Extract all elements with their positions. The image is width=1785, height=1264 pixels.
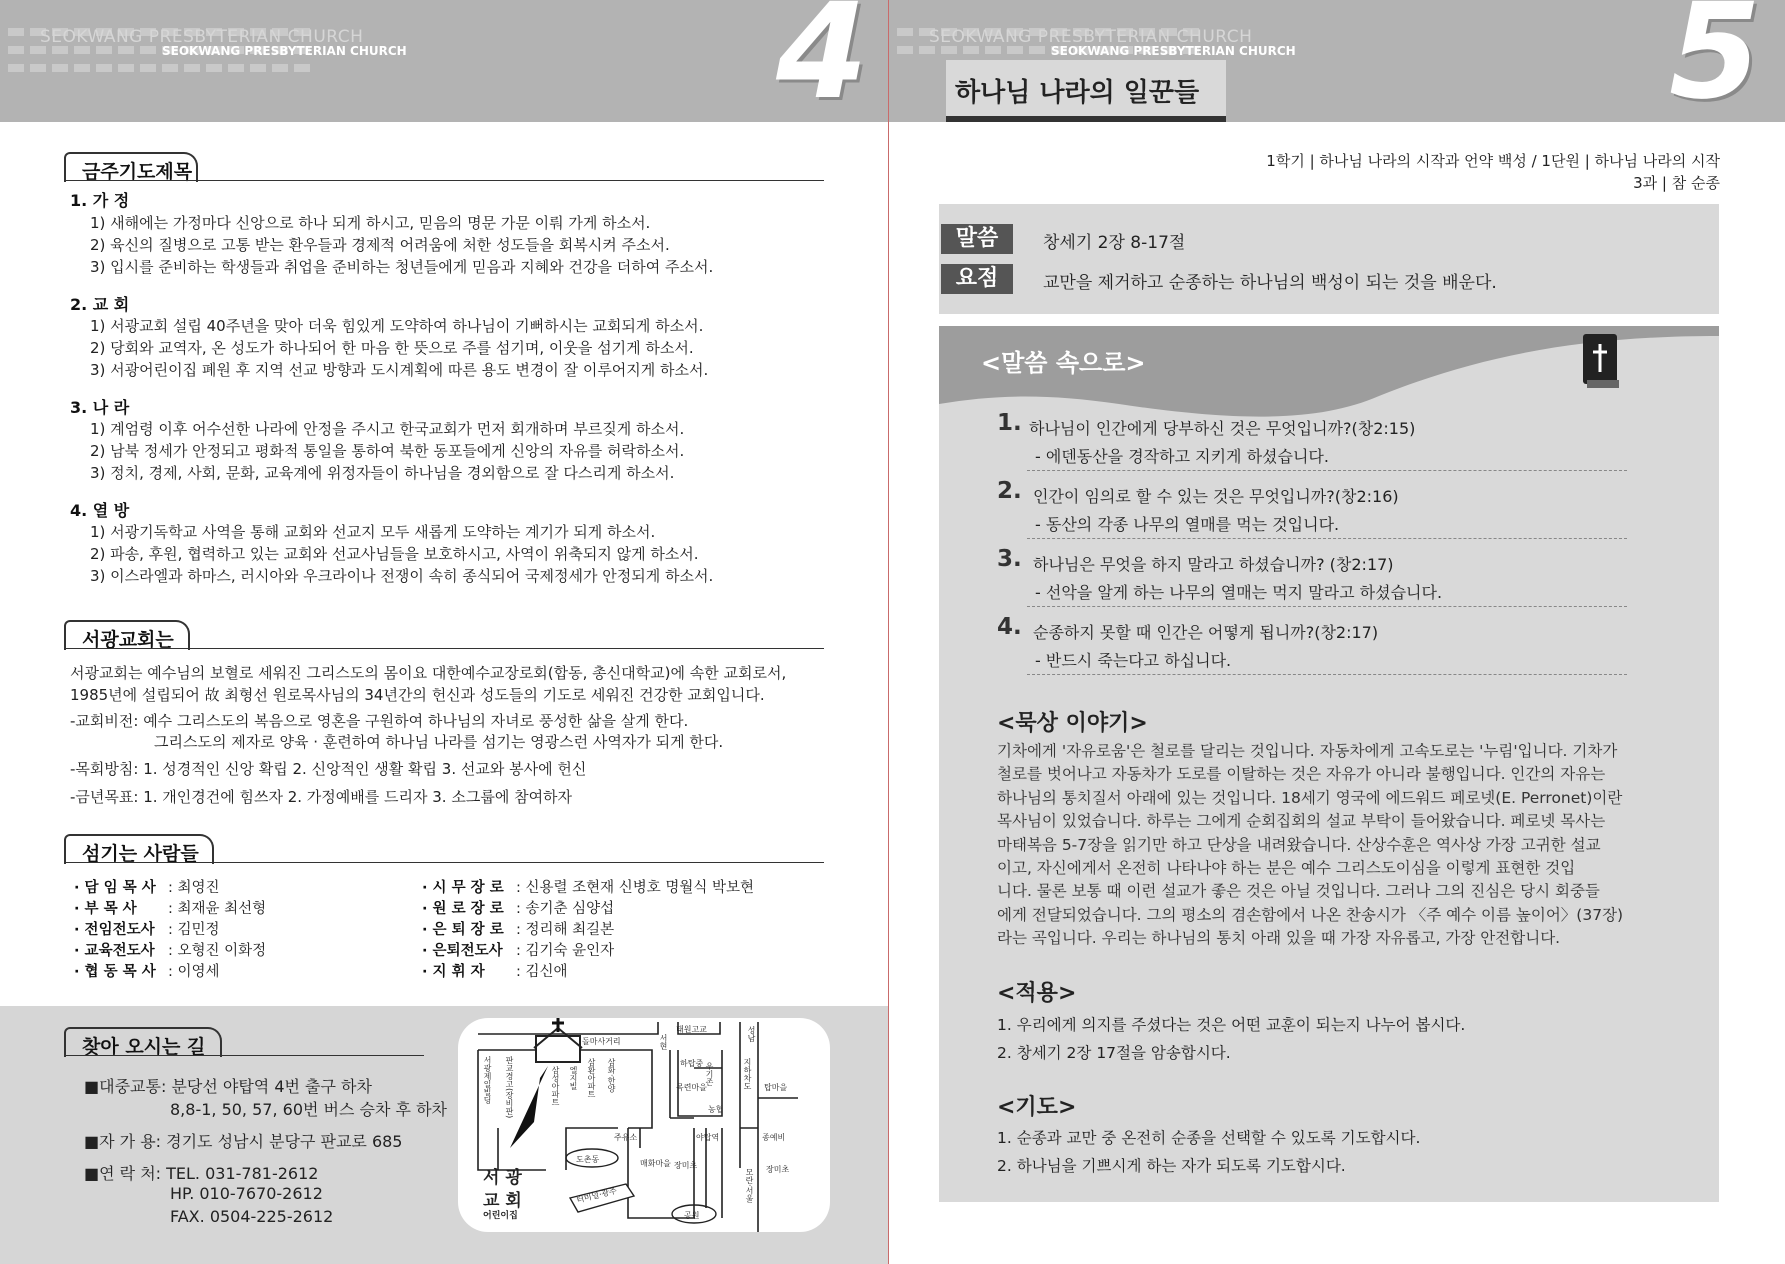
question-text: 하나님이 인간에게 당부하신 것은 무엇입니까?(창2:15) bbox=[1029, 419, 1416, 438]
apply-title: <적용> bbox=[997, 981, 1077, 1006]
meditation-line: 마태복음 5-7장을 읽기만 하고 단상을 내려왔습니다. 산상수훈은 역사상 가장 고귀한 설교 bbox=[997, 835, 1601, 854]
contact-info: ■연 락 처: TEL. 031-781-2612 bbox=[84, 1164, 319, 1183]
staff-role: · 전임전도사 bbox=[74, 922, 155, 938]
transit-info: 8,8-1, 50, 57, 60번 버스 승차 후 하차 bbox=[170, 1100, 447, 1119]
staff-role: · 담 임 목 사 bbox=[74, 880, 156, 896]
prayer-item: 3) 정치, 경제, 사회, 문화, 교육계에 위정자들이 하나님을 경외함으로 잘 다스리게 하소서. bbox=[90, 464, 675, 482]
prayer-item: 3) 서광어린이집 폐원 후 지역 선교 방향과 도시계획에 따른 용도 변경이 잘 이루어지게 하소서. bbox=[90, 361, 709, 379]
divider bbox=[1027, 674, 1627, 675]
church-name: SEOKWANG PRESBYTERIAN CHURCH bbox=[1051, 44, 1296, 58]
prayer-item: 1) 서광교회 설립 40주년을 맞아 더욱 힘있게 도약하여 하나님이 기뻐하시는 교회되게 하소서. bbox=[90, 317, 704, 335]
section-rule bbox=[64, 862, 824, 863]
church-name-ghost: SEOKWANG PRESBYTERIAN CHURCH bbox=[40, 27, 364, 47]
point-label: 요점 bbox=[941, 264, 1013, 294]
decorative-dots bbox=[8, 64, 310, 74]
meditation-line: 니다. 물론 보통 때 이런 설교가 좋은 것은 아닐 것입니다. 그러나 그의 진심은 당시 회중들 bbox=[997, 882, 1600, 901]
prayer-item: 1) 새해에는 가정마다 신앙으로 하나 되게 하시고, 믿음의 명문 가문 이뤄 가게 하소서. bbox=[90, 214, 651, 232]
scripture-ref: 창세기 2장 8-17절 bbox=[1043, 233, 1186, 253]
meditation-line: 라는 곡입니다. 우리는 하나님의 통치 아래 있을 때 가장 자유롭고, 가장 안전합니다. bbox=[997, 929, 1561, 948]
directions-title: 찾아 오시는 길 bbox=[82, 1036, 206, 1058]
prayer-item: 1) 계엄령 이후 어수선한 나라에 안정을 주시고 한국교회가 먼저 회개하며 부르짖게 하소서. bbox=[90, 420, 685, 438]
prayer-item: 1) 서광기독학교 사역을 통해 교회와 선교지 모두 새롭게 도약하는 계기가 되게 하소서. bbox=[90, 523, 656, 541]
about-title: 서광교회는 bbox=[82, 629, 174, 651]
prayer-title: <기도> bbox=[997, 1095, 1077, 1120]
staff-names: : 정리해 최길본 bbox=[516, 922, 615, 938]
map-label: 장미초 bbox=[674, 1161, 698, 1170]
staff-role: · 교육전도사 bbox=[74, 943, 155, 959]
map-label: 돌마사거리 bbox=[582, 1037, 621, 1046]
map-label: 공원 bbox=[684, 1211, 700, 1220]
answer-text: - 동산의 각종 나무의 열매를 먹는 것입니다. bbox=[1035, 515, 1340, 534]
page-number: 4 bbox=[776, 0, 868, 129]
map-label: 종예비 bbox=[762, 1133, 786, 1142]
map-label: 터미널·광주 bbox=[575, 1186, 618, 1205]
prayer-title: 금주기도제목 bbox=[82, 161, 193, 183]
staff-role: · 협 동 목 사 bbox=[74, 964, 156, 980]
map-label: 지하차도 bbox=[743, 1058, 752, 1090]
course-line: 1학기 | 하나님 나라의 시작과 언약 백성 / 1단원 | 하나님 나라의 시작 bbox=[1266, 152, 1720, 170]
map-label: 태원고교 bbox=[676, 1025, 707, 1034]
prayer-item: 1. 순종과 교만 중 온전히 순종을 선택할 수 있도록 기도합시다. bbox=[997, 1129, 1421, 1147]
prayer-item: 3) 이스라엘과 하마스, 러시아와 우크라이나 전쟁이 속히 종식되어 국제정세가 안정되게 하소서. bbox=[90, 567, 714, 585]
staff-names: : 김신애 bbox=[516, 964, 568, 980]
year-goal: -금년목표: 1. 개인경건에 힘쓰자 2. 가정예배를 드리자 3. 소그룹에 참여하자 bbox=[70, 788, 573, 806]
about-intro: 1985년에 설립되어 故 최형선 원로목사님의 34년간의 헌신과 성도들의 기도로 세워진 건강한 교회입니다. bbox=[70, 686, 765, 704]
map-label: 삼화·한양 bbox=[607, 1058, 616, 1093]
staff-names: : 신용렬 조현재 신병호 명월식 박보현 bbox=[516, 880, 755, 896]
meditation-line: 에게 전달되었습니다. 그의 평소의 겸손함에서 나온 찬송시가 〈주 예수 이름 높이어〉(37장) bbox=[997, 905, 1624, 924]
apply-item: 1. 우리에게 의지를 주셨다는 것은 어떤 교훈이 되는지 나누어 봅시다. bbox=[997, 1016, 1466, 1034]
question-text: 순종하지 못할 때 인간은 어떻게 됩니까?(창2:17) bbox=[1033, 623, 1379, 642]
map-label: 삼성아파트 bbox=[551, 1066, 560, 1106]
staff-names: : 김민정 bbox=[168, 922, 220, 938]
map-label: 주유소 bbox=[614, 1133, 638, 1142]
map-label: 탑마을 bbox=[764, 1083, 788, 1092]
contact-info: FAX. 0504-225-2612 bbox=[170, 1207, 334, 1226]
staff-names: : 송기춘 심양섭 bbox=[516, 901, 615, 917]
staff-names: : 이영세 bbox=[168, 964, 220, 980]
ministry-policy: -목회방침: 1. 성경적인 신앙 확립 2. 신앙적인 생활 확립 3. 선교와 봉사에 헌신 bbox=[70, 760, 587, 778]
map-label: 농협 bbox=[708, 1105, 724, 1114]
map-label: 매화마을 bbox=[640, 1159, 671, 1168]
church-name: SEOKWANG PRESBYTERIAN CHURCH bbox=[162, 44, 407, 58]
location-map bbox=[458, 1018, 830, 1232]
section-rule bbox=[64, 648, 824, 649]
page-4 bbox=[0, 0, 889, 1264]
map-label: 장미초 bbox=[766, 1165, 790, 1174]
contact-info: HP. 010-7670-2612 bbox=[170, 1184, 323, 1203]
meditation-line: 기차에게 '자유로움'은 철로를 달리는 것입니다. 자동차에게 고속도로는 '누림'입니다. 기차가 bbox=[997, 742, 1618, 760]
into-word-title: <말씀 속으로> bbox=[981, 349, 1146, 377]
staff-title: 섬기는 사람들 bbox=[82, 843, 199, 865]
question-number: 4. bbox=[997, 614, 1022, 640]
prayer-item: 2. 하나님을 기쁘시게 하는 자가 되도록 기도합시다. bbox=[997, 1157, 1346, 1175]
answer-text: - 에덴동산을 경작하고 지키게 하셨습니다. bbox=[1035, 447, 1329, 466]
map-label: 서현 bbox=[659, 1034, 668, 1050]
staff-role: · 지 휘 자 bbox=[422, 964, 485, 980]
map-label: 우기존 bbox=[705, 1062, 714, 1086]
divider bbox=[1027, 470, 1627, 471]
staff-role: · 부 목 사 bbox=[74, 901, 137, 917]
apply-item: 2. 창세기 2장 17절을 암송합시다. bbox=[997, 1044, 1231, 1062]
church-vision: -교회비전: 예수 그리스도의 복음으로 영혼을 구원하여 하나님의 자녀로 풍성한 삶을 살게 한다. bbox=[70, 712, 689, 730]
church-name-ghost: SEOKWANG PRESBYTERIAN CHURCH bbox=[929, 27, 1253, 47]
answer-text: - 선악을 알게 하는 나무의 열매는 먹지 말라고 하셨습니다. bbox=[1035, 583, 1443, 602]
prayer-item: 3) 입시를 준비하는 학생들과 취업을 준비하는 청년들에게 믿음과 지혜와 건강을 더하여 주소서. bbox=[90, 258, 714, 276]
meditation-title: <묵상 이야기> bbox=[997, 711, 1148, 736]
staff-names: : 최재윤 최선형 bbox=[168, 901, 267, 917]
divider bbox=[1027, 606, 1627, 607]
question-number: 3. bbox=[997, 546, 1022, 572]
prayer-item: 2) 당회와 교역자, 온 성도가 하나되어 한 마음 한 뜻으로 주를 섬기며, 이웃을 섬기게 하소서. bbox=[90, 339, 694, 357]
page-header bbox=[0, 0, 888, 129]
map-label: 판교경고(장비판) bbox=[505, 1056, 514, 1119]
church-address: ■자 가 용: 경기도 성남시 분당구 판교로 685 bbox=[84, 1132, 403, 1151]
question-number: 1. bbox=[997, 410, 1022, 436]
staff-role: · 원 로 장 로 bbox=[422, 901, 504, 917]
staff-names: : 최영진 bbox=[168, 880, 220, 896]
map-label: 야탑역 bbox=[696, 1133, 720, 1142]
prayer-item: 2) 남북 정세가 안정되고 평화적 통일을 통하여 북한 동포들에게 신앙의 자유를 허락하소서. bbox=[90, 442, 685, 460]
page-header bbox=[889, 0, 1785, 129]
summary-box bbox=[939, 204, 1719, 314]
map-label: 삼환아파트 bbox=[587, 1058, 596, 1098]
about-intro: 서광교회는 예수님의 보혈로 세워진 그리스도의 몸이요 대한예수교장로회(합동, 총신대학교)에 속한 교회로서, bbox=[70, 664, 787, 682]
course-line: 3과 | 참 순종 bbox=[1633, 174, 1720, 192]
staff-role: · 시 무 장 로 bbox=[422, 880, 504, 896]
map-label: 엘지빌 bbox=[569, 1066, 578, 1090]
prayer-heading: 1. 가 정 bbox=[70, 191, 130, 210]
question-text: 하나님은 무엇을 하지 말라고 하셨습니까? (창2:17) bbox=[1033, 555, 1394, 574]
scripture-label: 말씀 bbox=[941, 224, 1013, 254]
page-5 bbox=[889, 0, 1785, 1264]
church-vision: 그리스도의 제자로 양육 · 훈련하여 하나님 나라를 섬기는 영광스런 사역자가 되게 한다. bbox=[154, 733, 724, 751]
map-label: 모란·서울 bbox=[745, 1168, 754, 1203]
transit-info: ■대중교통: 분당선 야탑역 4번 출구 하차 bbox=[84, 1077, 372, 1096]
staff-names: : 김기숙 윤인자 bbox=[516, 943, 615, 959]
divider bbox=[1027, 538, 1627, 539]
map-label: 목련마을 bbox=[676, 1083, 707, 1092]
map-church-label: 서 광 bbox=[483, 1168, 522, 1188]
map-label: 서광제일빌딩 bbox=[483, 1056, 492, 1104]
answer-text: - 반드시 죽는다고 하십니다. bbox=[1035, 651, 1232, 670]
page-number: 5 bbox=[1669, 0, 1761, 129]
question-text: 인간이 임의로 할 수 있는 것은 무엇입니까?(창2:16) bbox=[1033, 487, 1399, 506]
meditation-line: 하나님의 통치질서 아래에 있는 것입니다. 18세기 영국에 에드워드 페로넷(E. Perronet)이란 bbox=[997, 788, 1623, 807]
section-rule bbox=[64, 1055, 424, 1056]
section-rule bbox=[64, 180, 824, 181]
key-point: 교만을 제거하고 순종하는 하나님의 백성이 되는 것을 배운다. bbox=[1043, 273, 1497, 293]
map-church-label: 교 회 bbox=[483, 1191, 522, 1211]
staff-role: · 은 퇴 장 로 bbox=[422, 922, 504, 938]
map-label: 도촌동 bbox=[576, 1155, 600, 1164]
map-daycare-label: 어린이집 bbox=[483, 1211, 518, 1221]
staff-names: : 오형진 이화정 bbox=[168, 943, 267, 959]
staff-role: · 은퇴전도사 bbox=[422, 943, 503, 959]
map-label: 성남 bbox=[747, 1026, 756, 1042]
meditation-line: 목사님이 있었습니다. 하루는 그에게 순회집회의 설교 부탁이 들어왔습니다. 페로넷 목사는 bbox=[997, 812, 1606, 831]
prayer-heading: 4. 열 방 bbox=[70, 501, 130, 520]
prayer-heading: 2. 교 회 bbox=[70, 295, 130, 314]
prayer-item: 2) 파송, 후원, 협력하고 있는 교회와 선교사님들을 보호하시고, 사역이 위축되지 않게 하소서. bbox=[90, 545, 699, 563]
series-title: 하나님 나라의 일꾼들 bbox=[955, 78, 1200, 108]
map-label: 하탑중 bbox=[680, 1059, 704, 1068]
meditation-line: 철로를 벗어나고 자동차가 도로를 이탈하는 것은 자유가 아니라 불행입니다. 인간의 자유는 bbox=[997, 765, 1606, 784]
prayer-heading: 3. 나 라 bbox=[70, 398, 130, 417]
meditation-line: 이고, 자신에게서 온전히 나타나야 하는 분은 예수 그리스도이심을 이렇게 표현한 것입 bbox=[997, 859, 1576, 878]
series-title-bar bbox=[946, 116, 1226, 122]
question-number: 2. bbox=[997, 478, 1022, 504]
prayer-item: 2) 육신의 질병으로 고통 받는 환우들과 경제적 어려움에 처한 성도들을 회복시켜 주소서. bbox=[90, 236, 670, 254]
bible-icon bbox=[1579, 332, 1623, 390]
meditation-text bbox=[997, 740, 1647, 951]
